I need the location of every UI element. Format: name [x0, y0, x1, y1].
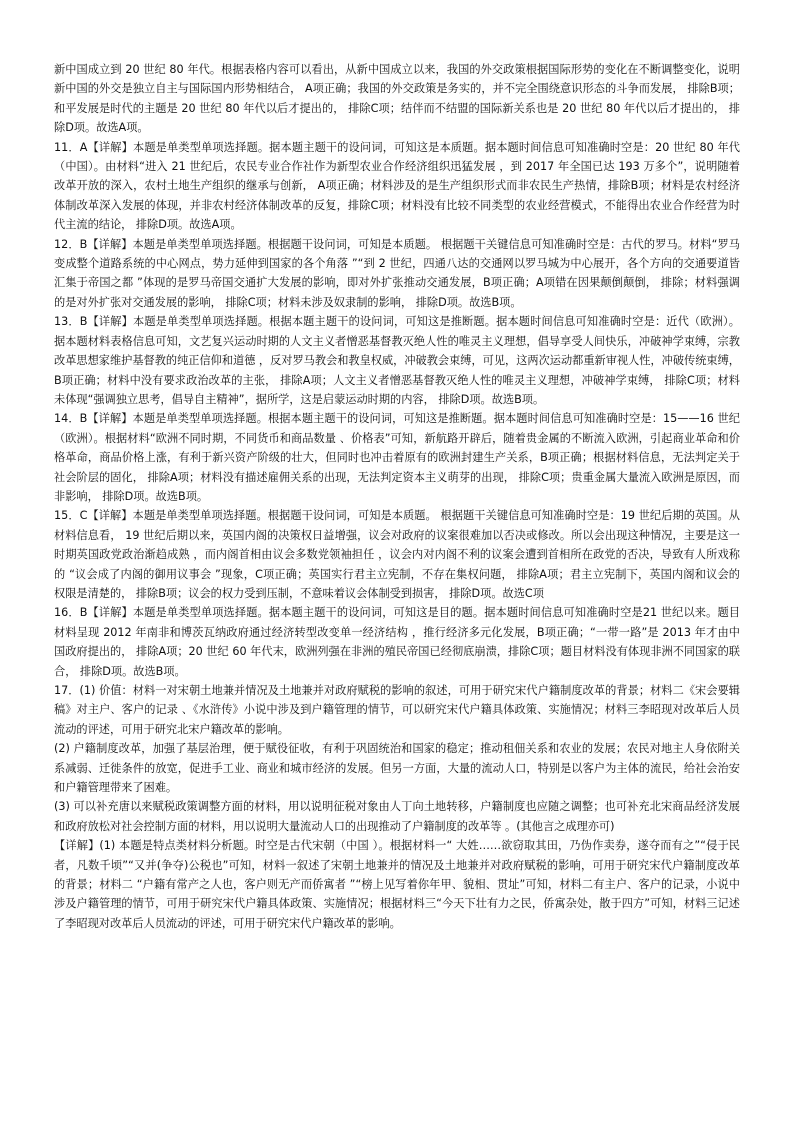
- paragraph-q17-part1: 17．(1) 价值：材料一对宋朝土地兼并情况及土地兼并对政府赋税的影响的叙述，可用于研究宋代户籍制度改革的背景；材料二《宋会要辑稿》对主户、客户的记录 、《水浒传》小说中涉及到户籍管理的情节，可以研究宋代户籍具体政策、实施情况；材料三李昭现对改革后人员流动的评述，可用于研究北宋户籍改革的影响。: [54, 684, 740, 736]
- answer-document: [54, 60, 740, 933]
- paragraph-q16: 16．B【详解】本题是单类型单项选择题。据本题主题干的设问词，可知这是目的题。据本题时间信息可知准确时空是21 世纪以来。题目材料呈现 2012 年南非和博茨瓦纳政府通过经济转型改变单一经济结构 ，推行经济多元化发展，B项正确；“一带一路”是 2013 年才由中国政府提出的， 排除A项；20 世纪 60 年代末，欧洲列强在非洲的殖民帝国已经彻底崩溃，排除C项；题目材料没有体现非洲不同国家的联合， 排除D项。故选B项。: [54, 606, 740, 678]
- paragraph-q12: 12．B【详解】本题是单类型单项选择题。根据题干设问词，可知是本质题。 根据题干关键信息可知准确时空是：古代的罗马。材料“罗马变成整个道路系统的中心网点，势力延伸到国家的各个角落 ”“到 2 世纪，四通八达的交通网以罗马城为中心展开，各个方向的交通要道皆汇集于帝国之都 ”体现的是罗马帝国交通扩大发展的影响，即对外扩张推动交通发展，B项正确；A项错在因果颠倒颠倒， 排除；材料强调的是对外扩张对交通发展的影响， 排除C项；材料未涉及奴隶制的影响， 排除D项。故选B项。: [54, 237, 740, 309]
- paragraph-q17-part3: (3) 可以补充唐以来赋税政策调整方面的材料，用以说明征税对象由人丁向土地转移，户籍制度也应随之调整；也可补充北宋商品经济发展和政府放松对社会控制方面的材料，用以说明大量流动人口的出现推动了户籍制度的改革等 。(其他言之成理亦可): [54, 800, 740, 833]
- paragraph-q17-part2: (2) 户籍制度改革，加强了基层治理，便于赋役征收，有利于巩固统治和国家的稳定；推动租佃关系和农业的发展；农民对地主人身依附关系减弱、迁徙条件的放宽，促进手工业、商业和城市经济的发展。但另一方面，大量的流动人口，特别是以客户为主体的流民，给社会治安和户籍管理带来了困难。: [54, 742, 740, 795]
- paragraph-q17-explanation: 【详解】(1) 本题是特点类材料分析题。时空是古代宋朝（中国 ）。根据材料一“ 大姓……欲窃取其田，乃伪作卖券，遂夺而有之”“侵于民者，凡数千顷”“又并(争夺)公税也”可知，材料一叙述了宋朝土地兼并的情况及土地兼并对政府赋税的影响，可用于研究宋代户籍制度改革的背景；材料二 “户籍有常产之人也，客户则无产而侨寓者 ”“榜上见写着你年甲、貌相、贯址”可知，材料二有主户、客户的记录，小说中涉及户籍管理的情节，可用于研究宋代户籍具体政策、实施情况；根据材料三“今天下壮有力之民，侨寓杂处，散于四方”可知，材料三记述了李昭现对改革后人员流动的评述，可用于研究宋代户籍改革的影响。: [54, 839, 740, 930]
- paragraph-q11: 11．A【详解】本题是单类型单项选择题。据本题主题干的设问词，可知这是本质题。据本题时间信息可知准确时空是：20 世纪 80 年代（中国）。由材料“进入 21 世纪后，农民专业合作社作为新型农业合作经济组织迅猛发展 ，到 2017 年全国已达 193 万多个”，说明随着改革开放的深入，农村土地生产组织的继承与创新， A项正确；材料涉及的是生产组织形式而非农民生产热情，排除B项；材料是农村经济体制改革深入发展的体现，并非农村经济体制改革的反复，排除C项；材料没有比较不同类型的农业经营模式，不能得出农业合作经营为时代主流的结论， 排除D项。故选A项。: [54, 140, 740, 232]
- paragraph-q10-continued: 新中国成立到 20 世纪 80 年代。根据表格内容可以看出，从新中国成立以来，我国的外交政策根据国际形势的变化在不断调整变化，说明新中国的外交是独立自主与国际国内形势相结合， A项正确；我国的外交政策是务实的，并不完全围绕意识形态的斗争而发展， 排除B项；和平发展是时代的主题是 20 世纪 80 年代以后才提出的， 排除C项；结伴而不结盟的国际新关系也是 20 世纪 80 年代以后才提出的， 排除D项。故选A项。: [54, 63, 740, 135]
- paragraph-q14: 14．B【详解】本题是单类型单项选择题。根据本题主题干的设问词，可知这是推断题。据本题时间信息可知准确时空是：15——16 世纪（欧洲）。根据材料“欧洲不同时期，不同货币和商品数量 、价格表”可知，新航路开辟后，随着贵金属的不断流入欧洲，引起商业革命和价格革命，商品价格上涨，有利于新兴资产阶级的壮大，但同时也冲击着原有的欧洲封建生产关系，B项正确；根据材料信息，无法判定关于社会阶层的固化， 排除A项；材料没有描述雇佣关系的出现，无法判定资本主义萌芽的出现， 排除C项；贵重金属大量流入欧洲是原因，而非影响， 排除D项。故选B项。: [54, 412, 740, 503]
- paragraph-q13: 13．B【详解】本题是单类型单项选择题。根据本题主题干的设问词，可知这是推断题。据本题时间信息可知准确时空是：近代（欧洲）。据本题材料表格信息可知，文艺复兴运动时期的人文主义者憎恶基督教灭绝人性的唯灵主义理想，倡导享受人间快乐，冲破神学束缚，宗教改革思想家维护基督教的纯正信仰和道德 ，反对罗马教会和教皇权威，冲破教会束缚，可见，这两次运动都重新审视人性，冲破传统束缚， B项正确；材料中没有要求政治改革的主张， 排除A项；人文主义者憎恶基督教灭绝人性的唯灵主义理想，冲破神学束缚， 排除C项；材料未体现“强调独立思考，倡导自主精神”，据所学，这是启蒙运动时期的内容， 排除D项。故选B项。: [54, 315, 740, 406]
- paragraph-q15: 15．C【详解】本题是单类型单项选择题。根据题干设问词，可知是本质题。 根据题干关键信息可知准确时空是：19 世纪后期的英国。从材料信息看， 19 世纪后期以来，英国内阁的决策权日益增强，议会对政府的议案很难加以否决或修改。所以会出现这种情况，主要是这一时期英国政党政治渐趋成熟 ，而内阁首相由议会多数党领袖担任 ，议会内对内阁不利的议案会遭到首相所在政党的否决，导致有人所戏称的 “议会成了内阁的御用议事会 ”现象，C项正确；英国实行君主立宪制，不存在集权问题， 排除A项；君主立宪制下，英国内阁和议会的权限是清楚的， 排除B项；议会的权力受到压制，不意味着议会体制受到损害， 排除D项。故选C项: [54, 509, 740, 600]
